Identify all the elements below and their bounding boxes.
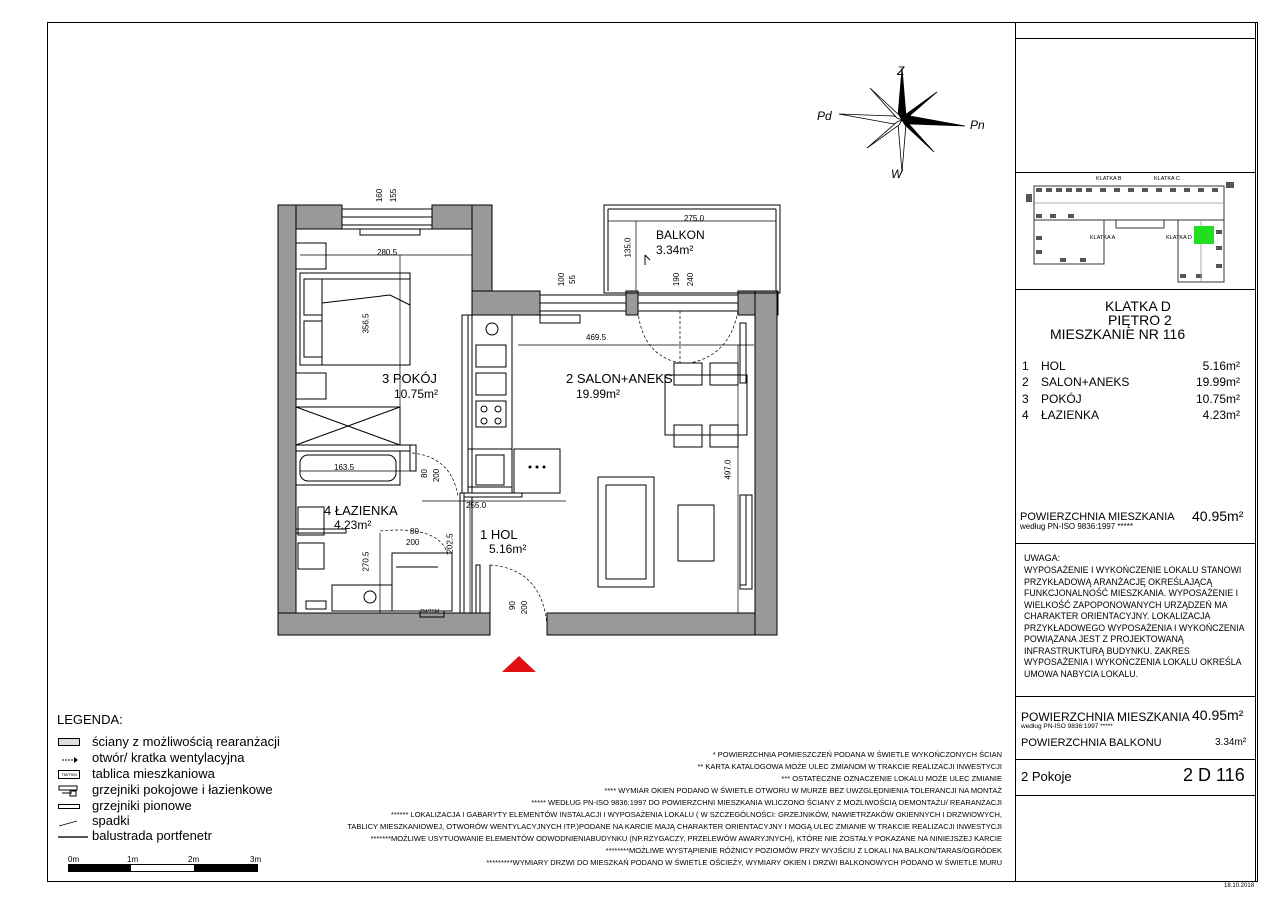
info-staircase: KLATKA D — [1105, 298, 1171, 314]
room-name: HOL — [1041, 359, 1066, 373]
footnote: **** WYMIAR OKIEN PODANO W ŚWIETLE OTWORU W MURZE BEZ UWZGLĘDNIENIA TOLERANCJI NA MONTAŻ — [604, 786, 1002, 795]
panel-line-7 — [1015, 795, 1255, 796]
compass-e: Pn — [970, 118, 985, 132]
door-dim-b: 200 — [406, 538, 420, 547]
dim-270: 270.5 — [361, 551, 371, 572]
room-list-item — [1022, 408, 1240, 424]
footnote: *******MOŻLIWE USYTUOWANIE ELEMENTÓW ODWODNIENIABUDYNKU (NP.RZYGACZY, PRZELEWÓW AWARYJNYCH), KTÓRE NIE ZOSTAŁY POKAZANE NA NINIEJSZEJ KARCIE — [370, 834, 1002, 843]
room-label-area: 4.23m² — [334, 518, 372, 532]
radiator-icon — [58, 785, 78, 795]
dim-275: 275.0 — [684, 214, 705, 223]
room-label-number: 4 — [324, 503, 332, 518]
door-dim-a: 90 — [507, 601, 517, 610]
area2-label: POWIERZCHNIA MIESZKANIA — [1021, 710, 1190, 724]
balcony-area-value: 3.34m² — [1215, 737, 1247, 748]
key-plan-drawing — [1020, 176, 1250, 286]
room-label-hol — [480, 527, 518, 542]
total-area-label: POWIERZCHNIA MIESZKANIA — [1020, 511, 1175, 523]
compass-rose-icon — [815, 60, 990, 180]
total-area-value: 40.95m² — [1192, 508, 1244, 524]
area2-value: 40.95m² — [1192, 707, 1244, 723]
room-label-salon — [566, 371, 673, 386]
key-plan-label-c: KLATKA C — [1154, 176, 1180, 182]
floor-plan-drawing — [270, 195, 790, 685]
room-label-name: ŁAZIENKA — [334, 503, 398, 518]
dim-356: 356.5 — [361, 313, 371, 334]
window-dim-b: 55 — [567, 275, 577, 284]
legend-item-label: spadki — [92, 813, 130, 828]
footnote: TABLICY MIESZKANIOWEJ, OTWORÓW WENTYLACYJNYCH ITP.)PODANE NA KARCIE MAJĄ CHARAKTER ORIENTACYJNY I MOGĄ ULEC ZMIANIE W TRAKCIE REALIZACJI INWESTYCJI — [347, 822, 1002, 831]
legend-item-label: otwór/ kratka wentylacyjna — [92, 750, 245, 765]
scale-label-0: 0m — [68, 855, 80, 864]
panel-line-4 — [1015, 543, 1255, 544]
room-name: ŁAZIENKA — [1041, 408, 1100, 422]
panel-icon — [58, 770, 80, 779]
scale-label-3: 3m — [250, 855, 262, 864]
scale-label-1: 1m — [127, 855, 139, 864]
panel-line-1 — [1015, 38, 1255, 39]
rearrangeable-wall-icon — [58, 738, 80, 746]
panel-label: TM/TSM — [420, 609, 440, 615]
sheet-frame-right-edge — [1255, 22, 1256, 881]
key-plan-label-d: KLATKA D — [1166, 235, 1192, 241]
compass-w: Pd — [817, 109, 832, 123]
note-body: WYPOSAŻENIE I WYKOŃCZENIE LOKALU STANOWI PRZYKŁADOWĄ ARANŻACJĘ OKREŚLAJĄCĄ FUNKCJONALNOŚĆ MIESZKANIA. WYPOSAŻENIE I WIELKOŚĆ ZAPOPONOWANYCH URZĄDZEŃ MA CHARAKTER ORIENTACYJNY. LOKALIZACJA PRZYKŁADOWEGO WYPOSAŻENIA I WYKOŃCZENIA POWIĄZANA JEST Z PROJEKTOWANĄ INFRASTRUKTURĄ BUDYNKU. ZAKRES WYPOSAŻENIA I WYKOŃCZENIA LOKALU OKREŚLA UMOWA NABYCIA LOKALU. — [1024, 565, 1244, 679]
dim-163: 163.5 — [334, 463, 355, 472]
legend-item-label: balustrada portfenetr — [92, 828, 212, 843]
room-label-area: 19.99m² — [576, 387, 621, 401]
window-dim-b: 240 — [686, 272, 696, 287]
panel-line-6 — [1015, 759, 1255, 760]
apartment-code: 2 D 116 — [1183, 765, 1245, 785]
balcony-label: BALKON — [656, 228, 705, 242]
info-apartment: MIESZKANIE NR 116 — [1050, 326, 1186, 342]
legend-item-label: tablica mieszkaniowa — [92, 766, 215, 781]
room-number: 1 — [1022, 359, 1029, 373]
room-name: SALON+ANEKS — [1041, 375, 1130, 389]
window-dim-a: 160 — [375, 188, 385, 203]
panel-line-5 — [1015, 696, 1255, 697]
compass-s: W — [891, 167, 903, 181]
key-plan — [1020, 176, 1250, 286]
floor-plan — [270, 188, 790, 685]
panel-line-3 — [1015, 289, 1255, 290]
room-label-pokoj — [382, 371, 437, 386]
legend-title: LEGENDA: — [57, 712, 123, 727]
railing-icon — [58, 836, 88, 838]
room-number: 3 — [1022, 392, 1029, 406]
entrance-arrow-icon — [502, 656, 536, 672]
rooms-count: 2 Pokoje — [1021, 769, 1072, 784]
footnote: * POWIERZCHNIA POMIESZCZEŃ PODANA W ŚWIETLE WYKOŃCZONYCH ŚCIAN — [712, 750, 1002, 759]
room-label-name: SALON+ANEKS — [576, 371, 673, 386]
right-panel-divider — [1015, 22, 1016, 881]
legend-item-label: ściany z możliwością rearanżacji — [92, 734, 280, 749]
slope-icon — [58, 816, 78, 826]
footnote: *********WYMIARY DRZWI DO MIESZKAŃ PODANO W ŚWIETLE OŚCIEŻY, WYMIARY OKIEN I DRZWI BALKONOWYCH PODANO W ŚWIETLE MURU — [486, 858, 1002, 867]
key-plan-label-b: KLATKA B — [1096, 176, 1122, 182]
legend-item-label: grzejniki pionowe — [92, 798, 192, 813]
door-dim-b: 200 — [520, 600, 530, 615]
room-number: 2 — [1022, 375, 1029, 389]
key-plan-highlight — [1194, 226, 1214, 244]
area2-sub: według PN-ISO 9836:1997 ***** — [1021, 723, 1113, 730]
legend-item-label: grzejniki pokojowe i łazienkowe — [92, 782, 273, 797]
room-area: 5.16m² — [1202, 359, 1240, 373]
dim-469: 469.5 — [586, 333, 607, 342]
door-dim-b: 200 — [432, 468, 442, 483]
footnote: ** KARTA KATALOGOWA MOŻE ULEC ZMIANOM W TRAKCIE REALIZACJI INWESTYCJI — [697, 762, 1002, 771]
balcony-area-label: POWIERZCHNIA BALKONU — [1021, 737, 1162, 749]
dim-202: 202.5 — [445, 533, 455, 554]
balcony-area: 3.34m² — [656, 243, 694, 257]
room-name: POKÓJ — [1041, 392, 1082, 406]
room-label-number: 1 — [480, 527, 488, 542]
scale-bar-fill — [194, 865, 257, 871]
vertical-radiator-icon — [58, 804, 80, 809]
footnote: ********MOŻLIWE WYSTĄPIENIE RÓŻNICY POZIOMÓW PRZY WYJŚCIU Z LOKALI NA BALKON/TARAS/OGRÓDEK — [605, 846, 1002, 855]
scale-label-2: 2m — [188, 855, 200, 864]
info-floor: PIĘTRO 2 — [1108, 312, 1172, 328]
room-label-area: 5.16m² — [489, 542, 527, 556]
dim-135: 135.0 — [623, 237, 633, 258]
room-list-item — [1022, 392, 1240, 408]
window-dim-a: 100 — [557, 272, 567, 287]
dim-497: 497.0 — [723, 459, 733, 480]
sheet-date: 18.10.2018 — [1224, 883, 1255, 889]
room-label-area: 10.75m² — [394, 387, 439, 401]
panel-line-2 — [1015, 172, 1255, 173]
room-area: 10.75m² — [1195, 392, 1240, 406]
footnote: ****** LOKALIZACJA I GABARYTY ELEMENTÓW INSTALACJI I WYPOSAŻENIA LOKALU ( W SZCZEGÓLNOŚCI: GRZEJNIKÓW, NAWIETRZAKÓW OKIENNYCH I DRZWIOWYCH, — [390, 810, 1002, 819]
room-label-name: HOL — [490, 527, 518, 542]
compass-n: Z — [897, 64, 905, 78]
dim-255: 255.0 — [466, 501, 487, 510]
room-label-name: POKÓJ — [392, 371, 437, 386]
room-number: 4 — [1022, 408, 1029, 422]
key-plan-label-a: KLATKA A — [1090, 235, 1116, 241]
scale-bar — [68, 864, 258, 872]
room-list-item — [1022, 375, 1240, 391]
room-area: 4.23m² — [1202, 408, 1240, 422]
vent-icon — [58, 753, 78, 763]
note-title: UWAGA: — [1024, 553, 1061, 563]
footnote: *** OSTATECZNE OZNACZENIE LOKALU MOŻE ULEC ZMIANIE — [781, 774, 1002, 783]
room-area: 19.99m² — [1195, 375, 1240, 389]
scale-bar-fill — [69, 865, 131, 871]
window-dim-b: 155 — [389, 188, 399, 203]
room-list-item — [1022, 359, 1240, 375]
door-dim-a: 80 — [410, 527, 419, 536]
compass — [815, 60, 990, 180]
room-label-number: 2 — [566, 371, 574, 386]
dim-280: 280.5 — [377, 248, 398, 257]
door-dim-a: 80 — [419, 469, 429, 478]
window-dim-a: 190 — [672, 272, 682, 287]
room-label-lazienka — [324, 503, 398, 518]
footnote: ***** WEDŁUG PN-ISO 9836:1997 DO POWIERZCHNI MIESZKANIA WLICZONO ŚCIANY Z MOŻLIWOŚCIĄ DEMONTAŻU/ REARANŻACJI — [531, 798, 1002, 807]
room-label-number: 3 — [382, 371, 390, 386]
panel-symbol-text: TM/TSM — [61, 772, 77, 777]
total-area-sub: według PN-ISO 9836:1997 ***** — [1020, 522, 1133, 531]
